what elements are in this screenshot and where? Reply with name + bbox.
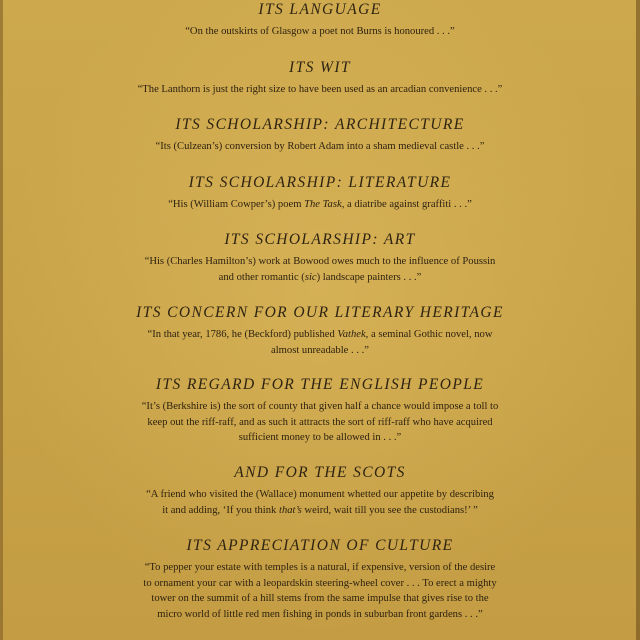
section-quote — [100, 24, 540, 40]
section-quote — [95, 560, 545, 622]
section-quote — [95, 82, 545, 98]
quote-line: “In that year, 1786, he (Beckford) published Vathek, a seminal Gothic novel, now — [147, 329, 493, 340]
section-heading: ITS SCHOLARSHIP: ARCHITECTURE — [175, 116, 465, 133]
quote-line: tower on the summit of a hill stems from the same impulse that gives rise to the — [151, 593, 489, 604]
quote-line: to ornament your car with a leopardskin steering-wheel cover . . . To erect a mighty — [143, 577, 497, 589]
section-heading: ITS APPRECIATION OF CULTURE — [186, 537, 454, 554]
quote-line: “His (Charles Hamilton’s) work at Bowood owes much to the influence of Poussin — [144, 256, 496, 267]
section-quote — [95, 254, 545, 285]
quote-line: almost unreadable . . .” — [271, 344, 369, 356]
section-culture — [0, 537, 640, 622]
section-heading: ITS CONCERN FOR OUR LITERARY HERITAGE — [136, 304, 504, 321]
quote-line: “A friend who visited the (Wallace) monument whetted our appetite by describing — [146, 489, 494, 500]
quote-line: “Its (Culzean’s) conversion by Robert Adam into a sham medieval castle . . .” — [155, 141, 485, 152]
quote-line: “It’s (Berkshire is) the sort of county that given half a chance would impose a toll to — [141, 401, 499, 412]
section-heading: ITS REGARD FOR THE ENGLISH PEOPLE — [155, 376, 485, 393]
quote-line: it and adding, ‘If you think that’s weird, wait till you see the custodians!’ ” — [162, 504, 478, 516]
section-heading: ITS LANGUAGE — [258, 1, 382, 18]
quote-line: “His (William Cowper’s) poem The Task, a diatribe against graffiti . . .” — [168, 199, 472, 210]
quote-line: “The Lanthorn is just the right size to have been used as an arcadian convenience . . .” — [137, 84, 503, 95]
section-wit — [0, 59, 640, 98]
section-scholarship-architecture — [0, 116, 640, 155]
quote-line: and other romantic (sic) landscape painters . . .” — [218, 271, 422, 283]
section-quote — [100, 197, 540, 213]
section-literary-heritage — [0, 304, 640, 358]
section-quote — [95, 327, 545, 358]
quote-line: keep out the riff-raff, and as such it attracts the sort of riff-raff who have acquired — [147, 416, 493, 428]
quote-line: “On the outskirts of Glasgow a poet not Burns is honoured . . .” — [185, 26, 455, 37]
section-scholarship-literature — [0, 174, 640, 213]
quote-line: micro world of little red men fishing in ponds in suburban front gardens . . .” — [157, 608, 483, 620]
quote-line: sufficient money to be allowed in . . .” — [238, 432, 402, 443]
section-quote — [100, 139, 540, 155]
section-heading: ITS SCHOLARSHIP: ART — [224, 231, 416, 248]
quote-line: “To pepper your estate with temples is a natural, if expensive, version of the desire — [144, 562, 496, 573]
section-scholarship-art — [0, 231, 640, 285]
section-heading: ITS WIT — [289, 59, 351, 76]
section-scots — [0, 464, 640, 518]
section-english-people — [0, 376, 640, 446]
section-language — [0, 1, 640, 40]
section-quote — [95, 487, 545, 518]
section-heading: ITS SCHOLARSHIP: LITERATURE — [188, 174, 452, 191]
section-heading: AND FOR THE SCOTS — [234, 464, 406, 481]
section-quote — [95, 399, 545, 446]
